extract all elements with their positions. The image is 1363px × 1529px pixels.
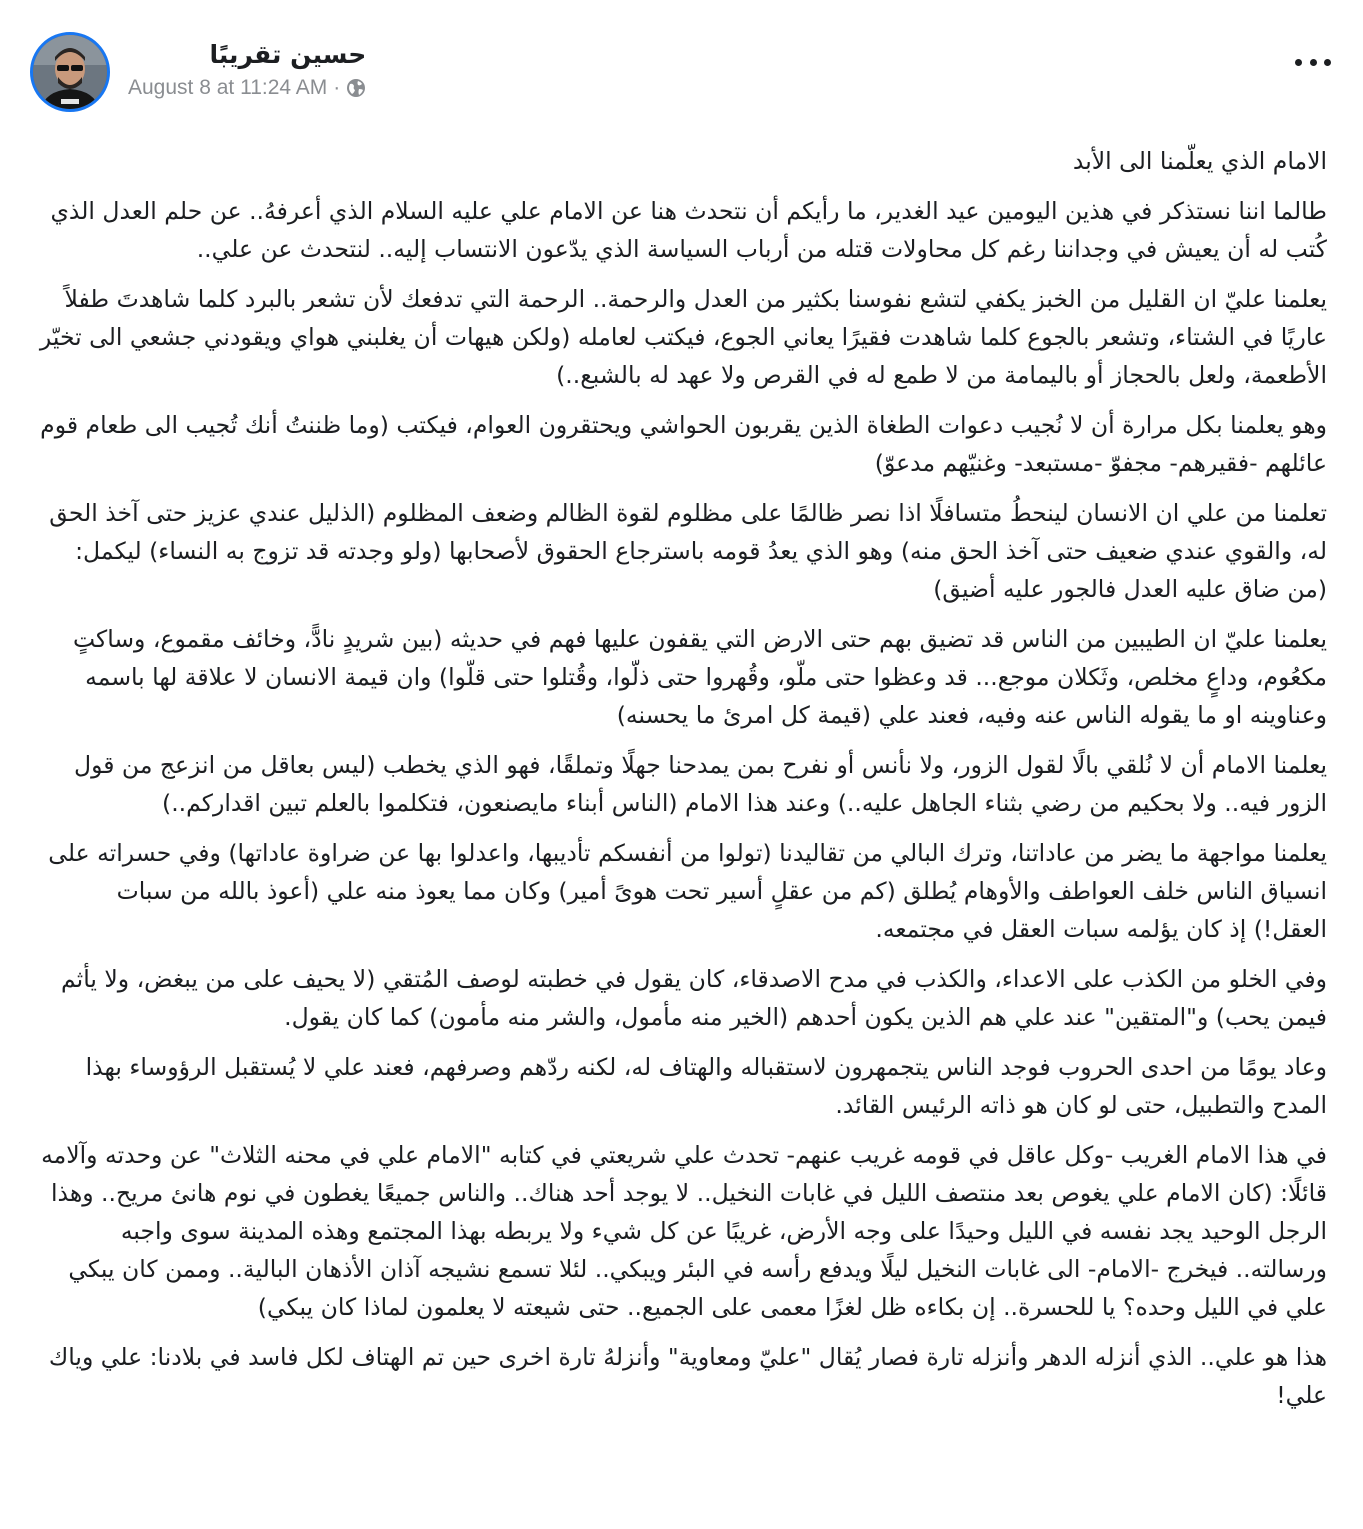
post-paragraph: في هذا الامام الغريب -وكل عاقل في قومه غريب عنهم- تحدث علي شريعتي في كتابه "الامام علي في محنه الثلاث" عن وحدته وآلامه قائلًا: (كان الامام علي يغوص بعد منتصف الليل في غابات النخيل.. لا يوجد أحد هناك.. والناس جميعًا يغطون في نوم هانئ مريح.. وهذا الرجل الوحيد يجد نفسه في الليل وحيدًا على وجه الأرض، غريبًا عن كل شيء ولا يربطه بهذا المجتمع وهذه المدينة سوى واجبه ورسالته.. فيخرج -الامام- الى غابات النخيل ليلًا ويدفع رأسه في البئر ويبكي.. لئلا تسمع نشيجه آذان الأذهان البالية.. وممن كان يبكي علي في الليل وحده؟ يا للحسرة.. إن بكاءه ظل لغزًا معمى على الجميع.. حتى شيعته لا يعلمون لماذا كان يبكي) <box>41 1141 1327 1321</box>
post-timestamp[interactable]: August 8 at 11:24 AM <box>128 76 328 99</box>
meta-separator: · <box>333 76 341 99</box>
post-paragraph: يعلمنا مواجهة ما يضر من عاداتنا، وترك البالي من تقاليدنا (تولوا من أنفسكم تأديبها، واعدلوا بها عن ضراوة عاداتها) وفي حسراته على انسياق الناس خلف العواطف والأوهام يُطلق (كم من عقلٍ أسير تحت هوىً أمير) وكان مما يعوذ منه علي (أعوذ بالله من سبات العقل!) إذ كان يؤلمه سبات العقل في مجتمعه. <box>48 839 1327 943</box>
post-body <box>36 142 1327 1426</box>
post-paragraph: وفي الخلو من الكذب على الاعداء، والكذب في مدح الاصدقاء، كان يقول في خطبته لوصف المُتقي (لا يحيف على من يبغض، ولا يأثم فيمن يحب) و"المتقين" عند علي هم الذين يكون أحدهم (الخير منه مأمول، والشر منه مأمون) كما كان يقول. <box>61 965 1327 1031</box>
globe-icon[interactable] <box>346 78 366 98</box>
post-header <box>30 30 1333 120</box>
avatar[interactable] <box>30 32 110 112</box>
author-block <box>128 38 366 100</box>
post-paragraph: يعلمنا عليّ ان الطيبين من الناس قد تضيق بهم حتى الارض التي يقفون عليها فهم في حديثه (بين شريدٍ نادًّ، وخائف مقموع، وساكتٍ مكعُوم، وداعٍ مخلص، وثَكلان موجع... قد وعظوا حتى ملّو، وقُهروا حتى ذلّوا، وقُتلوا حتى قلّوا) وان قيمة الانسان لا علاقة لها باسمه وعناوينه او ما يقوله الناس عنه وفيه، فعند علي (قيمة كل امرئ ما يحسنه) <box>72 625 1327 729</box>
more-options-button[interactable] <box>1295 52 1331 72</box>
post-paragraph: وعاد يومًا من احدى الحروب فوجد الناس يتجمهرون لاستقباله والهتاف له، لكنه ردّهم وصرفهم، فعند علي لا يُستقبل الرؤوساء بهذا المدح والتطبيل، حتى لو كان هو ذاته الرئيس القائد. <box>85 1053 1327 1119</box>
avatar-photo <box>33 35 107 109</box>
post-paragraph: طالما اننا نستذكر في هذين اليومين عيد الغدير، ما رأيكم أن نتحدث هنا عن الامام علي عليه السلام الذي أعرفهُ.. عن حلم العدل الذي كُتب له أن يعيش في وجداننا رغم كل محاولات قتله من أرباب السياسة الذي يدّعون الانتساب إليه.. لنتحدث عن علي.. <box>50 197 1327 263</box>
post-paragraph: الامام الذي يعلّمنا الى الأبد <box>1072 147 1327 175</box>
post-paragraph: يعلمنا عليّ ان القليل من الخبز يكفي لتشع نفوسنا بكثير من العدل والرحمة.. الرحمة التي تدفعك لأن تشعر بالبرد كلما شاهدتَ طفلاً عاريًا في الشتاء، وتشعر بالجوع كلما شاهدت فقيرًا يعاني الجوع، فيكتب لعامله (ولكن هيهات أن يغلبني هواي ويقودني جشعي الى تخيّر الأطعمة، ولعل بالحجاز أو باليمامة من لا طمع له في القرص ولا عهد له بالشبع..) <box>39 285 1327 389</box>
post-paragraph: هذا هو علي.. الذي أنزله الدهر وأنزله تارة فصار يُقال "عليّ ومعاوية" وأنزلهُ تارة اخرى حين تم الهتاف لكل فاسد في بلادنا: علي وياك علي! <box>48 1343 1327 1409</box>
more-options-icon-dot <box>1310 59 1317 66</box>
post-meta <box>128 76 366 100</box>
post-paragraph: تعلمنا من علي ان الانسان لينحطُ متسافلًا اذا نصر ظالمًا على مظلوم لقوة الظالم وضعف المظلوم (الذليل عندي عزيز حتى آخذ الحق له، والقوي عندي ضعيف حتى آخذ الحق منه) وهو الذي يعدُ قومه باسترجاع الحقوق لأصحابها (ولو وجدته قد تزوج به النساء) ليكمل: (من ضاق عليه العدل فالجور عليه أضيق) <box>49 499 1327 603</box>
more-options-icon-dot <box>1295 59 1302 66</box>
post-paragraph: وهو يعلمنا بكل مرارة أن لا نُجيب دعوات الطغاة الذين يقربون الحواشي ويحتقرون العوام، فيكتب (وما ظننتُ أنك تُجيب الى طعام قوم عائلهم -فقيرهم- مجفوّ -مستبعد- وغنيّهم مدعوّ) <box>40 411 1327 477</box>
author-name[interactable]: حسين تقريبًا <box>209 40 367 69</box>
more-options-icon-dot <box>1324 59 1331 66</box>
post-paragraph: يعلمنا الامام أن لا نُلقي بالًا لقول الزور، ولا نأنس أو نفرح بمن يمدحنا جهلًا وتملقًا، فهو الذي يخطب (ليس بعاقل من انزعج من قول الزور فيه.. ولا بحكيم من رضي بثناء الجاهل عليه..) وعند هذا الامام (الناس أبناء مايصنعون، فتكلموا بالعلم تبين اقداركم..) <box>74 751 1327 817</box>
